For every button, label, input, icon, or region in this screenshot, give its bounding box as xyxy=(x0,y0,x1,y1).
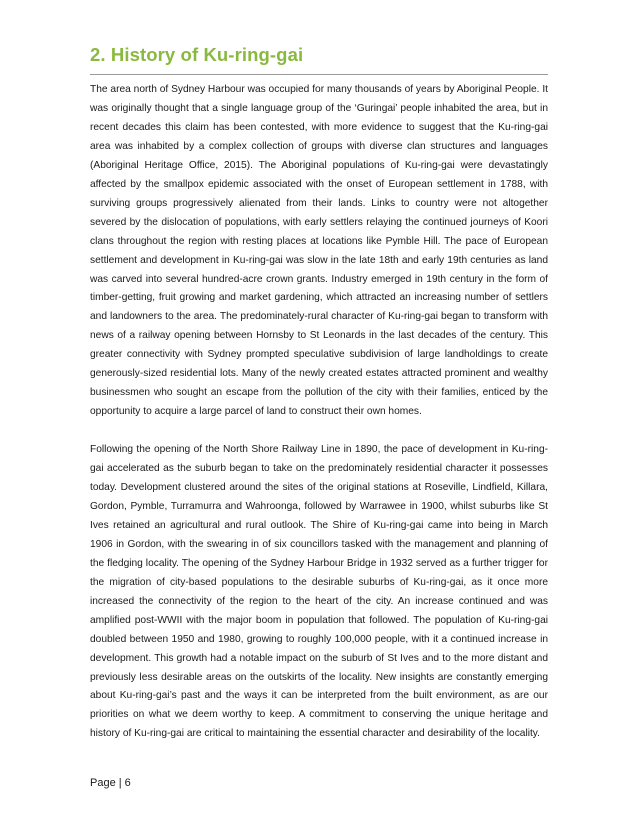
paragraph-2: Following the opening of the North Shore Railway Line in 1890, the pace of development in Ku-ring-gai accelerated as the suburb began to take on the predominately residential character it possesses today. Development clustered around the sites of the original stations at Roseville, Lindfield, Killara, Gordon, Pymble, Turramurra and Wahroonga, followed by Warrawee in 1900, whilst suburbs like St Ives retained an agricultural and rural outlook. The Shire of Ku-ring-gai came into being in March 1906 in Gordon, with the swearing in of six councillors tasked with the management and planning of the fledging locality. The opening of the Sydney Harbour Bridge in 1932 served as a further trigger for the migration of city-based populations to the desirable suburbs of Ku-ring-gai, as it once more increased the connectivity of the region to the heart of the city. An increase continued and was amplified post-WWII with the major boom in population that followed. The population of Ku-ring-gai doubled between 1950 and 1980, growing to roughly 100,000 people, with it a continued increase in development. This growth had a notable impact on the suburb of St Ives and to the more distant and previously less desirable areas on the outskirts of the locality. New insights are constantly emerging about Ku-ring-gai’s past and the ways it can be interpreted from the built environment, as are our priorities on what we deem worthy to keep. A commitment to conserving the unique heritage and history of Ku-ring-gai are critical to maintaining the essential character and desirability of the locality. xyxy=(90,444,548,740)
body-text xyxy=(90,81,548,744)
paragraph-1: The area north of Sydney Harbour was occupied for many thousands of years by Aboriginal People. It was originally thought that a single language group of the ‘Guringai’ people inhabited the area, but in recent decades this claim has been contested, with more evidence to suggest that the Ku-ring-gai area was inhabited by a complex collection of groups with diverse clan structures and languages (Aboriginal Heritage Office, 2015). The Aboriginal populations of Ku-ring-gai were devastatingly affected by the smallpox epidemic associated with the onset of European settlement in 1788, with surviving groups progressively alienated from their lands. Links to country were not altogether severed by the dislocation of populations, with early settlers relaying the continued journeys of Koori clans throughout the region with resting places at locations like Pymble Hill. The pace of European settlement and development in Ku-ring-gai was slow in the late 18th and early 19th centuries as land was carved into several hundred-acre crown grants. Industry emerged in 19th century in the form of timber-getting, fruit growing and market gardening, which attracted an increasing number of settlers and landowners to the area. The predominately-rural character of Ku-ring-gai began to transform with news of a railway opening between Hornsby to St Leonards in the last decades of the century. This greater connectivity with Sydney prompted speculative subdivision of large landholdings to create generously-sized residential lots. Many of the newly created estates attracted prominent and wealthy businessmen who sought an escape from the pollution of the city with their families, enticed by the opportunity to acquire a large parcel of land to construct their own homes. xyxy=(90,84,548,418)
page-number: Page | 6 xyxy=(90,777,131,789)
heading-divider xyxy=(90,74,548,75)
section-heading: 2. History of Ku-ring-gai xyxy=(90,44,304,65)
